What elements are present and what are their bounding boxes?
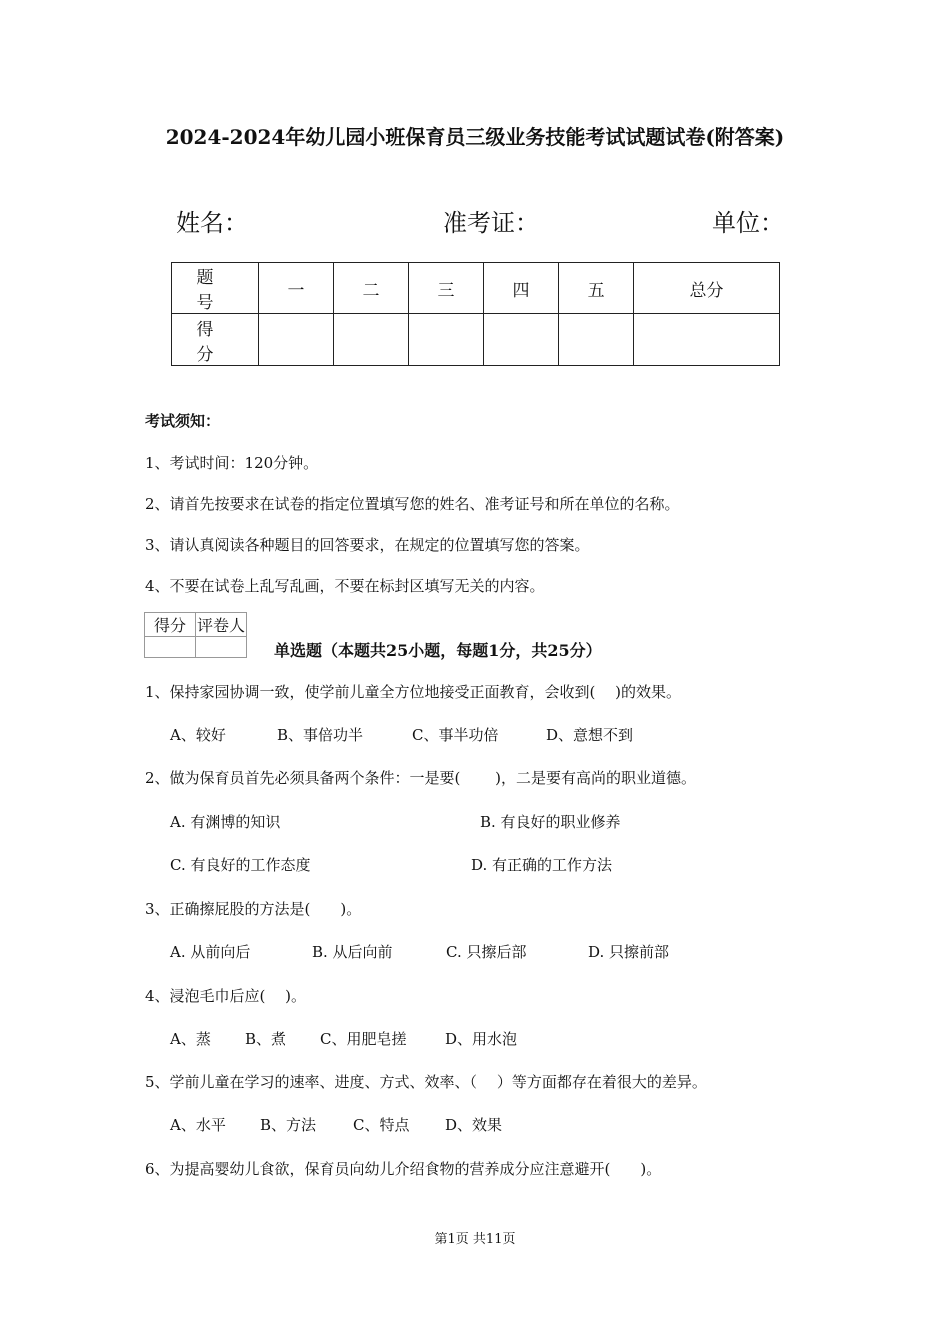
option-d: D、效果 [445, 1116, 503, 1134]
section-heading: 单选题（本题共25小题，每题1分，共25分） [274, 641, 602, 660]
question-stem: 4、浸泡毛巾后应( )。 [145, 987, 307, 1005]
unit-field-label: 单位： [712, 209, 784, 237]
question-stem: 3、正确擦屁股的方法是( )。 [145, 900, 362, 918]
option-c: C、事半功倍 [412, 726, 499, 744]
option-d: D. 只擦前部 [588, 943, 670, 961]
score-table-score-row [172, 314, 780, 366]
option-c: C. 只擦后部 [446, 943, 527, 961]
option-b: B、煮 [245, 1030, 287, 1048]
score-table-header-row [172, 263, 780, 314]
score-row-label: 得 分 [172, 314, 259, 366]
score-table-header-cell: 总分 [634, 263, 780, 314]
grader-name-cell[interactable] [196, 637, 247, 658]
score-cell[interactable] [409, 314, 484, 366]
option-c: C、特点 [353, 1116, 410, 1134]
option-b: B. 有良好的职业修养 [480, 813, 621, 831]
notice-item: 4、不要在试卷上乱写乱画，不要在标封区填写无关的内容。 [145, 577, 545, 595]
grader-name-label: 评卷人 [196, 613, 247, 637]
option-a: A、较好 [170, 726, 226, 744]
score-cell[interactable] [559, 314, 634, 366]
option-b: B、事倍功半 [277, 726, 364, 744]
option-c: C、用肥皂搓 [320, 1030, 407, 1048]
grader-score-cell[interactable] [145, 637, 196, 658]
question-stem: 1、保持家园协调一致，使学前儿童全方位地接受正面教育，会收到( )的效果。 [145, 683, 682, 701]
score-table-header-cell: 一 [259, 263, 334, 314]
score-cell[interactable] [484, 314, 559, 366]
info-fields [0, 203, 950, 237]
grader-score-label: 得分 [145, 613, 196, 637]
question-stem: 2、做为保育员首先必须具备两个条件：一是要( )，二是要有高尚的职业道德。 [145, 769, 697, 787]
option-a: A. 从前向后 [170, 943, 251, 961]
score-table-header-cell: 三 [409, 263, 484, 314]
option-c: C. 有良好的工作态度 [170, 856, 311, 874]
score-table-header-cell: 四 [484, 263, 559, 314]
exam-number-field-label: 准考证： [443, 209, 539, 237]
page-footer: 第1页 共11页 [434, 1232, 516, 1247]
question-stem: 6、为提高婴幼儿食欲，保育员向幼儿介绍食物的营养成分应注意避开( )。 [145, 1160, 662, 1178]
score-table-header-cell: 五 [559, 263, 634, 314]
score-cell[interactable] [334, 314, 409, 366]
option-d: D、意想不到 [546, 726, 634, 744]
option-d: D. 有正确的工作方法 [471, 856, 613, 874]
option-a: A、水平 [170, 1116, 226, 1134]
notice-item: 2、请首先按要求在试卷的指定位置填写您的姓名、准考证号和所在单位的名称。 [145, 495, 680, 513]
option-a: A、蒸 [170, 1030, 211, 1048]
option-d: D、用水泡 [445, 1030, 518, 1048]
notice-item: 1、考试时间：120分钟。 [145, 454, 319, 472]
question-stem: 5、学前儿童在学习的速率、进度、方式、效率、（ ）等方面都存在着很大的差异。 [145, 1073, 707, 1091]
name-field-label: 姓名： [176, 209, 248, 237]
notice-heading: 考试须知： [145, 412, 221, 430]
option-b: B、方法 [260, 1116, 317, 1134]
notice-item: 3、请认真阅读各种题目的回答要求，在规定的位置填写您的答案。 [145, 536, 590, 554]
grader-table [144, 612, 247, 658]
option-a: A. 有渊博的知识 [170, 813, 281, 831]
option-b: B. 从后向前 [312, 943, 393, 961]
score-table [171, 262, 780, 366]
score-table-header-cell: 题 号 [172, 263, 259, 314]
score-cell[interactable] [634, 314, 780, 366]
page-title: 2024-2024年幼儿园小班保育员三级业务技能考试试题试卷(附答案) [165, 125, 785, 149]
score-table-header-cell: 二 [334, 263, 409, 314]
